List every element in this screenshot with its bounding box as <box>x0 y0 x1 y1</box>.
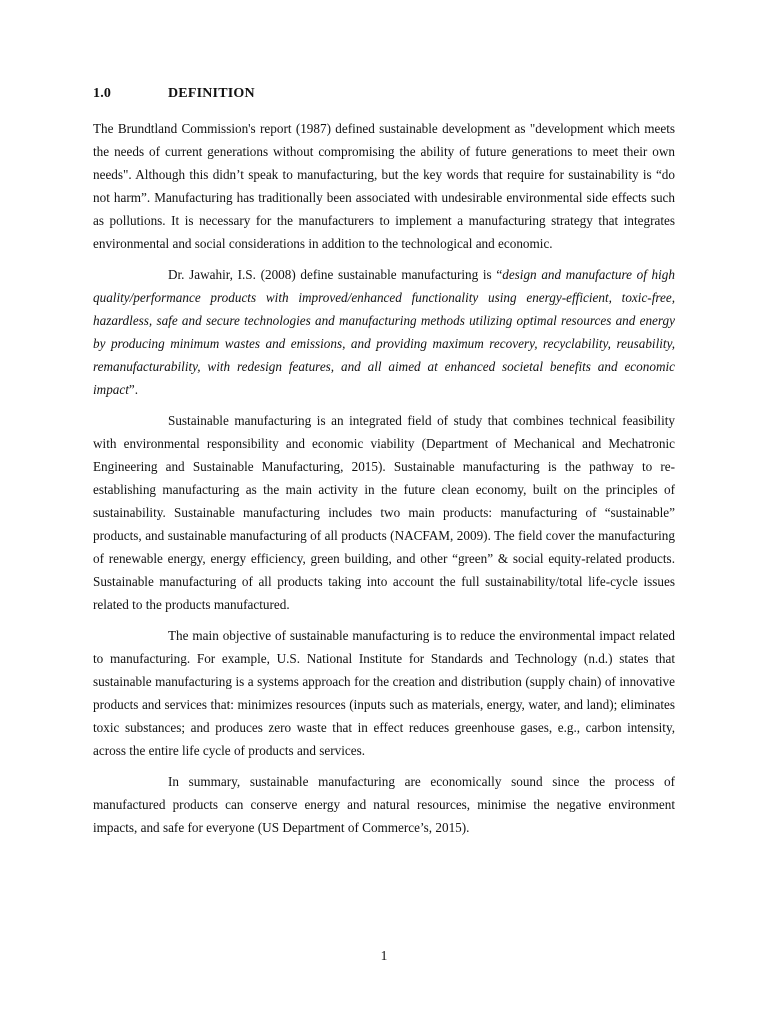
section-heading <box>93 86 255 102</box>
paragraph-jawahir-definition <box>93 263 675 401</box>
jawahir-intro-text: Dr. Jawahir, I.S. (2008) define sustainable manufacturing is “ <box>168 267 503 282</box>
jawahir-quote: design and manufacture of high quality/performance products with improved/enhanced functionality using energy-efficient, toxic-free, hazardless, safe and secure technologies and manufacturing methods utilizing optimal resources and energy by producing minimum wastes and emissions, and providing maximum recovery, recyclability, reusability, remanufacturability, with redesign features, and all aimed at enhanced societal benefits and economic impact <box>93 267 675 397</box>
paragraph-brundtland: The Brundtland Commission's report (1987) defined sustainable development as "development which meets the needs of current generations without compromising the ability of future generations to meet their own needs". Although this didn’t speak to manufacturing, but the key words that require for sustainability is “do not harm”. Manufacturing has traditionally been associated with undesirable environmental side effects such as pollutions. It is necessary for the manufacturers to implement a manufacturing strategy that integrates environmental and social considerations in addition to the technological and economic. <box>93 121 675 251</box>
section-number: 1.0 <box>93 86 112 101</box>
jawahir-closing-text: ”. <box>128 382 139 397</box>
paragraph-summary: In summary, sustainable manufacturing are economically sound since the process of manufactured products can conserve energy and natural resources, minimise the negative environment impacts, and safe for everyone (US Department of Commerce’s, 2015). <box>93 774 675 835</box>
paragraph-integrated-field: Sustainable manufacturing is an integrated field of study that combines technical feasibility with environmental responsibility and economic viability (Department of Mechanical and Mechatronic Engineering and Sustainable Manufacturing, 2015). Sustainable manufacturing is the pathway to re-establishing manufacturing as the main activity in the future clean economy, built on the principles of sustainability. Sustainable manufacturing includes two main products: manufacturing of “sustainable” products, and sustainable manufacturing of all products (NACFAM, 2009). The field cover the manufacturing of renewable energy, energy efficiency, green building, and other “green” & social equity-related products. Sustainable manufacturing of all products taking into account the full sustainability/total life-cycle issues related to the products manufactured. <box>93 413 675 612</box>
document-body <box>93 117 675 847</box>
section-title: DEFINITION <box>168 86 255 101</box>
page-number: 1 <box>380 948 388 963</box>
paragraph-main-objective: The main objective of sustainable manufacturing is to reduce the environmental impact related to manufacturing. For example, U.S. National Institute for Standards and Technology (n.d.) states that sustainable manufacturing is a systems approach for the creation and distribution (supply chain) of innovative products and services that: minimizes resources (inputs such as materials, energy, water, and land); eliminates toxic substances; and produces zero waste that in effect reduces greenhouse gases, e.g., carbon intensity, across the entire life cycle of products and services. <box>93 628 675 758</box>
